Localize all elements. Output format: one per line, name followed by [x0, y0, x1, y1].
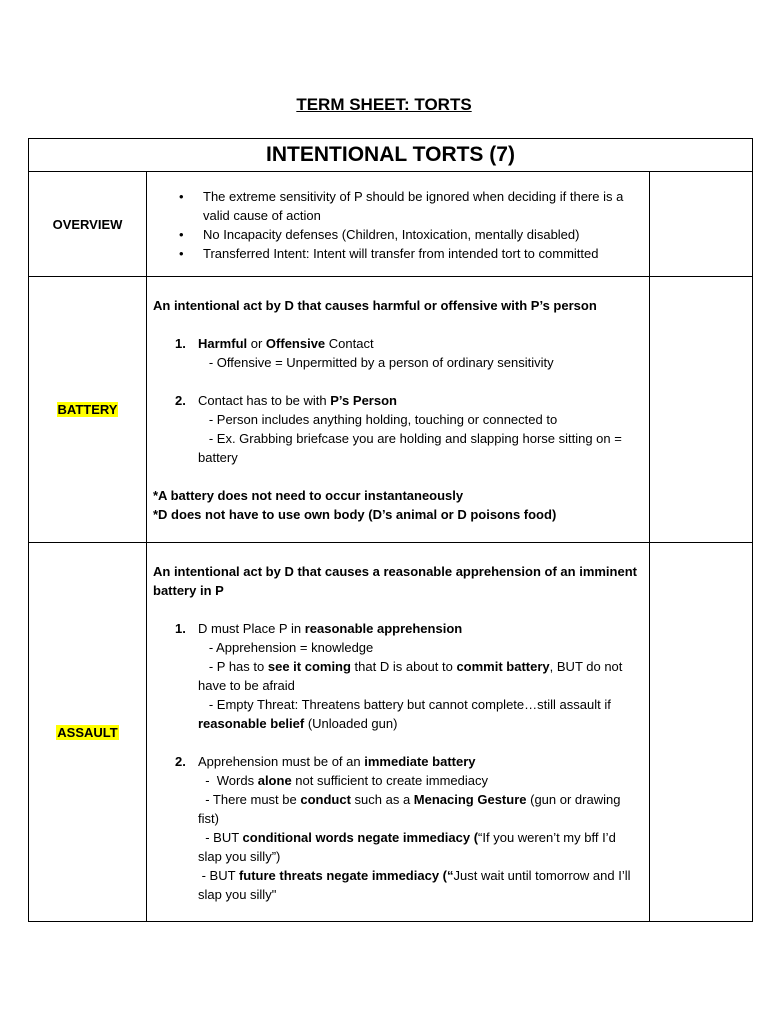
- overview-content: [147, 172, 650, 277]
- overview-bullet: • Transferred Intent: Intent will transfer from intended tort to committed: [203, 244, 643, 263]
- overview-bullet: • The extreme sensitivity of P should be ignored when deciding if there is a valid cause of action: [203, 187, 643, 225]
- assault-row: [29, 543, 753, 922]
- assault-label-cell: [29, 543, 147, 922]
- overview-label: OVERVIEW: [29, 172, 147, 277]
- battery-note-2: *D does not have to use own body (D’s animal or D poisons food): [153, 507, 557, 522]
- overview-bullet: • No Incapacity defenses (Children, Intoxication, mentally disabled): [203, 225, 643, 244]
- assault-label: ASSAULT: [57, 724, 118, 740]
- assault-content: [147, 543, 650, 922]
- overview-notes-cell: [650, 172, 753, 277]
- assault-definition: An intentional act by D that causes a reasonable apprehension of an imminent battery in P: [153, 564, 637, 598]
- assault-item-1: 1. D must Place P in reasonable apprehension - Apprehension = knowledge - P has to see it coming that D is about to commit battery, BUT do not have to be afraid - Empty Threat: Threatens battery but cannot complete…still assault if reasonable belief (Unloaded gun): [175, 621, 623, 731]
- torts-table: [28, 138, 753, 922]
- assault-notes-cell: [650, 543, 753, 922]
- battery-definition: An intentional act by D that causes harmful or offensive with P’s person: [153, 298, 597, 313]
- section-heading-row: [29, 139, 753, 172]
- battery-item-2: 2. Contact has to be with P’s Person - Person includes anything holding, touching or connected to - Ex. Grabbing briefcase you are holding and slapping horse sitting on = battery: [175, 393, 626, 465]
- battery-label: BATTERY: [57, 402, 118, 417]
- battery-item-1: 1. Harmful or Offensive Contact - Offensive = Unpermitted by a person of ordinary sensitivity: [175, 336, 554, 370]
- battery-label-cell: [29, 277, 147, 543]
- battery-note-1: *A battery does not need to occur instantaneously: [153, 488, 464, 503]
- document-title: TERM SHEET: TORTS: [296, 95, 472, 114]
- battery-content: [147, 277, 650, 543]
- battery-row: [29, 277, 753, 543]
- assault-item-2: 2. Apprehension must be of an immediate battery - Words alone not sufficient to create immediacy - There must be conduct such as a Menacing Gesture (gun or drawing fist) - BUT conditional words negate immediacy (“If you weren’t my bff I’d slap you silly”) - BUT future threats negate immediacy (“Just wait until tomorrow and I’ll slap you silly": [175, 754, 631, 902]
- section-heading: INTENTIONAL TORTS (7): [29, 139, 753, 172]
- battery-notes-cell: [650, 277, 753, 543]
- overview-row: [29, 172, 753, 277]
